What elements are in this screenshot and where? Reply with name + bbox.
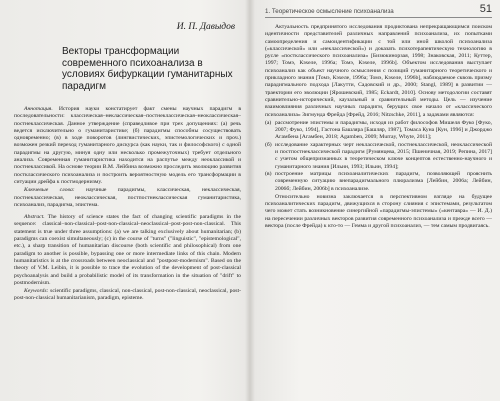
abstract-en-label: Abstract.	[24, 214, 45, 221]
task-marker: (а)	[265, 119, 272, 126]
task-marker: (б)	[265, 141, 272, 148]
left-page	[0, 0, 249, 401]
abstract-en	[14, 214, 241, 287]
keywords-en	[14, 288, 241, 303]
task-text: построение матрицы психоаналитических парадигм, позволяющей прояснить современную ситуацию внепарадигмального плюрализма [Лейбин, 2006а; Лейбин, 2006б; Лейбин, 2006b] в психоанализе.	[275, 170, 492, 192]
keywords-en-label: Keywords:	[24, 288, 49, 295]
body-paragraph-1: Актуальность предпринятого исследования продиктована непрекращающимся поиском идентичности представителей различных направлений психоанализа, их попытками самоопределения и самоидентификации с той или иной школой психоанализа («классической» или «неклассической») и доказать психотерапевтическую технологию в русле «постклассического психоанализа» [Бизюкинорзая, 1998; Знаковская, 2011; Куттер, 1997; Томэ, Кэхеле, 1996а; Томэ, Кэхеле, 1996b]. Объектом исследования выступает психоанализ как объект научного осмысления с позиций гуманитарного теоретического и прикладного знания [Томэ, Кэхеле, 1996а; Томэ, Кэхеле, 1996b], наблюдаемое сквозь призму парадигмального подхода [Лакутти, Садовский и др., 2000; Stangl, 1989] в развитии — траектории его эволюции [Ярошевский, 1985; Eckardt, 2010]. Основу методологии составят сравнительно-исторический, каузальный и сравнительный методы. Цель — изучение взаимовлияния различных научных парадигм, берущих свое начало от «классического психоанализа» Зигмунда Фрейда [Фрейд, 2016; Nitzschke, 2011], а задачами являются:	[265, 24, 492, 118]
task-item	[265, 120, 492, 142]
abstract-ru-label: Аннотация.	[24, 106, 53, 112]
body-paragraph-2: Относительно новизна заключается в перспективном взгляде на будущее психоаналитических парадигм, движущихся в сторону слияния с эпистемами, результатом чего может стать возникновение синергийной «парадигмы-эпистемы» («кентавра» — И. Д.) на пересечении различных векторов развития современного психоанализа и прежде всего — вектора (после Фрейда) к кто-то — Гемма и другой психоанализ, — тем самым продвигаясь.	[265, 193, 492, 230]
author-name: И. П. Давыдов	[176, 22, 235, 32]
task-text: исследование характерных черт неклассической, постнеклассической, неоклассической и постпостнеклассической парадигм [Румянцева, 2015; Пшеничная, 2019; Репина, 2017] с учетом общепризнанных в теоретическом ключе концептов естественно-научного и гуманитарного знания [Ильин, 1993; Ильин, 1994];	[275, 141, 492, 170]
tasks-list	[265, 120, 492, 193]
right-page	[251, 0, 500, 401]
task-item	[265, 171, 492, 193]
keywords-ru	[14, 187, 241, 209]
keywords-ru-text: научные парадигмы, классическая, неклассическая, постнеклассическая, неоклассическая, постпостнеклассическая гуманитаристика, психоанализ, парадигма, эпистема.	[14, 187, 241, 208]
abstract-ru-text: История науки констатирует факт смены научных парадигм в последовательности: классическая–неклассическая–постнеклассическая–неоклассическая–постнеклассическая. Данное утверждение (справедливое при трех допущениях: (а) речь ведется исключительно о гуманитаристике; (б) парадигмы способны сосуществовать одновременно; (в) в ходе поворотов (лингвистических, эпистемологических и проч.) возможен резкий переход гуманитарного дискурса (как науки, так и философского) с одной парадигмы на другую, минуя одну или несколько промежуточных) требует отдельного анализа. Современная гуманитаристика находится на распутье между неоклассикой и постнеклассикой. На основе теории В.М. Лейбина возможно проследить эволюцию развития постклассического психоанализа и построить вероятностную модель его трансформации в ситуации дрейфа к постмодернизму.	[14, 106, 242, 185]
running-head-title: 1. Теоретическое осмысление психоанализа	[265, 8, 394, 15]
keywords-ru-label: Ключевые слова:	[24, 187, 75, 194]
running-head	[265, 0, 492, 18]
abstract-ru	[14, 106, 241, 186]
abstract-en-text: The history of science states the fact of changing scientific paradigms in the sequence: classical–non-classical–post-non-classical–neoclassical–post-post-non-classical. This statement is true under three assumptions: (a) we are talking exclusively about humanitarian; (b) paradigms can coexist simultaneously; (c) in the course of "turns" ("linguistic", "epistemological", etc.), a sharp transition of humanitarian discourse (both scientific and philosophical) from one paradigm to another is possible, bypassing one or more intermediate links of this chain. Modern humanitaristics is at the crossroads between neoclassical and "postpost-modernism". Based on the theory of V.M. Leibin, it is possible to trace the evolution of the development of post-classical psychoanalysis and build a probabilistic model of its transformation in the situation of "drift" to postmodernism.	[14, 214, 241, 286]
page-number: 51	[479, 3, 492, 15]
task-text: рассмотрение эпистемы и парадигмы, исходя из работ философов Мишеля Фуко [Фуко, 2007; Фуко, 1994], Гастона Башляра [Башляр, 1987], Томаса Куна [Кун, 1996] и Джорджо Агамбена [Агамбен, 2018; Agamben, 2009; Murray, Whyte, 2011];	[275, 119, 492, 141]
keywords-en-text: scientific paradigms, classical, non-classical, post-non-classical, neoclassical, post-post-non-classical humanitarianism, paradigm, episteme.	[14, 288, 241, 302]
task-marker: (в)	[265, 170, 272, 177]
task-item	[265, 142, 492, 171]
article-title: Векторы трансформации современного психоанализа в условиях бифуркации гуманитарных парадигм	[62, 46, 233, 92]
